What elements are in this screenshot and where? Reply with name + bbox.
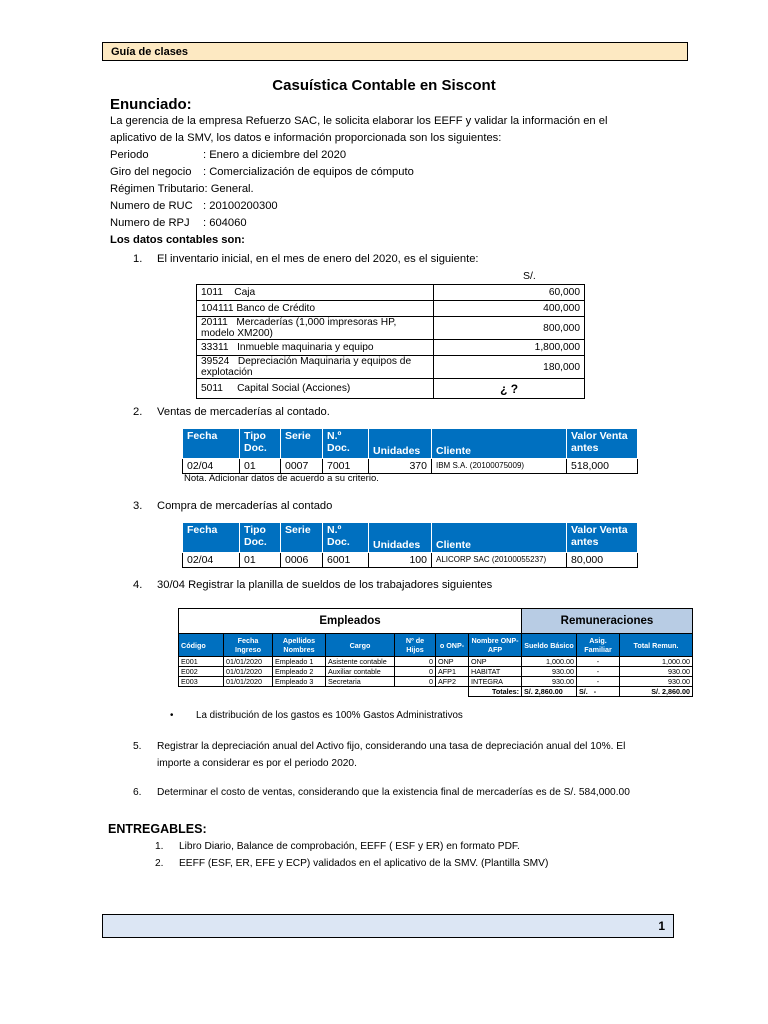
table-row: 5011 Capital Social (Acciones) ¿ ? (197, 379, 585, 399)
purchase-table (182, 522, 638, 568)
table-row: 39524 Depreciación Maquinaria y equipos de explotación 180,000 (197, 356, 585, 379)
bullet-note: • La distribución de los gastos es 100% Gastos Administrativos (170, 710, 463, 721)
table-row: E001 01/01/2020 Empleado 1 Asistente contable 0 ONP ONP 1,000.00 - 1,000.00 (179, 657, 693, 667)
sales-table (182, 428, 638, 474)
table-row: 104111 Banco de Crédito 400,000 (197, 301, 585, 317)
page-number: 1 (102, 914, 674, 938)
table-row: E002 01/01/2020 Empleado 2 Auxiliar contable 0 AFP1 HABITAT 930.00 - 930.00 (179, 667, 693, 677)
sales-note: Nota. Adicionar datos de acuerdo a su criterio. (184, 473, 379, 484)
table-row: 02/04 01 0006 6001 100 ALICORP SAC (20100055237) 80,000 (183, 553, 638, 568)
item-3: 3. Compra de mercaderías al contado (133, 500, 333, 512)
entregables-heading: ENTREGABLES: (108, 822, 207, 836)
item-1: 1. El inventario inicial, en el mes de enero del 2020, es el siguiente: (133, 253, 479, 265)
intro-paragraph: La gerencia de la empresa Refuerzo SAC, le solicita elaborar los EEFF y validar la información en el aplicativo de la SMV, los datos e información proporcionada son los siguientes: (110, 115, 608, 144)
table-row: 33311 Inmueble maquinaria y equipo 1,800,000 (197, 340, 585, 356)
list-item: 2. EEFF (ESF, ER, EFE y ECP) validados en el aplicativo de la SMV. (Plantilla SMV) (155, 858, 549, 869)
item-2: 2. Ventas de mercaderías al contado. (133, 406, 330, 418)
datos-heading: Los datos contables son: (110, 234, 245, 246)
field-giro: Giro del negocio : Comercialización de equipos de cómputo (110, 166, 414, 178)
entregables-list (155, 838, 548, 872)
table-row: 02/04 01 0007 7001 370 IBM S.A. (20100075009) 518,000 (183, 459, 638, 474)
field-ruc: Numero de RUC : 20100200300 (110, 200, 278, 212)
table-row: E003 01/01/2020 Empleado 3 Secretaria 0 AFP2 INTEGRA 930.00 - 930.00 (179, 677, 693, 687)
table-row: 1011 Caja 60,000 (197, 285, 585, 301)
table-header-row: Fecha Tipo Doc. Serie N.º Doc. Unidades Cliente Valor Venta antes (183, 523, 638, 553)
payroll-totals-row: Totales: S/. 2,860.00 S/. - S/. 2,860.00 (179, 687, 693, 697)
document-title: Casuística Contable en Siscont (272, 77, 496, 94)
currency-label: S/. (523, 270, 536, 282)
field-regimen: Régimen Tributario: General. (110, 183, 254, 195)
table-header-row: Código Fecha Ingreso Apellidos Nombres Cargo Nº de Hijos o ONP- Nombre ONP-AFP Sueldo Básico Asig. Familiar Total Remun. (179, 634, 693, 657)
enunciado-heading: Enunciado: (110, 96, 192, 113)
payroll-group-remuneration: Remuneraciones (522, 609, 693, 634)
company-fields (110, 147, 414, 249)
table-header-row: Fecha Tipo Doc. Serie N.º Doc. Unidades Cliente Valor Venta antes (183, 429, 638, 459)
list-item: 1. Libro Diario, Balance de comprobación, EEFF ( ESF y ER) en formato PDF. (155, 841, 520, 852)
field-rpj: Numero de RPJ : 604060 (110, 217, 247, 229)
guide-header: Guía de clases (102, 42, 688, 61)
item-5: 5. Registrar la depreciación anual del Activo fijo, considerando una tasa de depreciación anual del 10%. El importe a considerar es por el periodo 2020. (133, 741, 626, 769)
bullet-icon: • (170, 710, 174, 721)
inventory-table (196, 284, 585, 399)
item-6: 6. Determinar el costo de ventas, considerando que la existencia final de mercaderías es de S/. 584,000.00 (133, 787, 630, 798)
table-row: 20111 Mercaderías (1,000 impresoras HP, modelo XM200) 800,000 (197, 317, 585, 340)
field-periodo: Periodo : Enero a diciembre del 2020 (110, 149, 347, 161)
payroll-group-employees: Empleados (179, 609, 522, 634)
item-4: 4. 30/04 Registrar la planilla de sueldos de los trabajadores siguientes (133, 579, 493, 591)
payroll-table (178, 608, 693, 697)
